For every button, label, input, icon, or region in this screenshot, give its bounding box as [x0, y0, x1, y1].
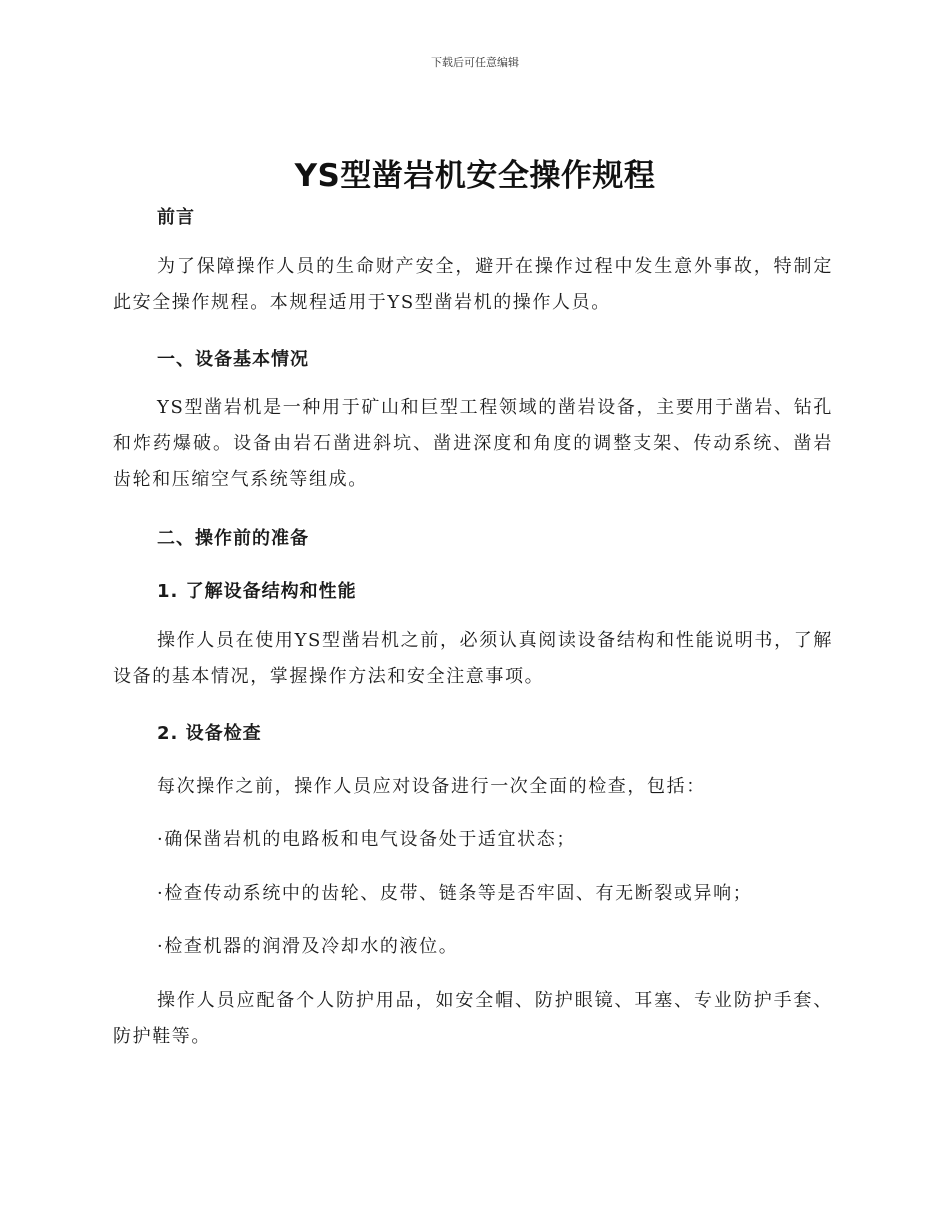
section-2-2-paragraph: 操作人员应配备个人防护用品，如安全帽、防护眼镜、耳塞、专业防护手套、防护鞋等。	[113, 990, 833, 1047]
list-item: ·确保凿岩机的电路板和电气设备处于适宜状态；	[157, 829, 576, 850]
section-2-heading: 二、操作前的准备	[157, 528, 309, 549]
section-2-1-heading: 1. 了解设备结构和性能	[157, 581, 357, 602]
preface-heading: 前言	[157, 207, 195, 228]
section-2-2-heading: 2. 设备检查	[157, 723, 262, 744]
list-item: ·检查机器的润滑及冷却水的液位。	[157, 936, 459, 957]
section-2-2-intro: 每次操作之前，操作人员应对设备进行一次全面的检查，包括：	[157, 776, 706, 797]
list-item: ·检查传动系统中的齿轮、皮带、链条等是否牢固、有无断裂或异响；	[157, 883, 753, 904]
preface-paragraph: 为了保障操作人员的生命财产安全，避开在操作过程中发生意外事故，特制定此安全操作规程。本规程适用于YS型凿岩机的操作人员。	[113, 256, 833, 313]
section-1-heading: 一、设备基本情况	[157, 349, 309, 370]
header-note: 下载后可任意编辑	[431, 56, 519, 69]
section-1-paragraph: YS型凿岩机是一种用于矿山和巨型工程领域的凿岩设备，主要用于凿岩、钻孔和炸药爆破。设备由岩石凿进斜坑、凿进深度和角度的调整支架、传动系统、凿岩齿轮和压缩空气系统等组成。	[113, 397, 833, 490]
document-title: YS型凿岩机安全操作规程	[294, 158, 656, 194]
section-2-1-paragraph: 操作人员在使用YS型凿岩机之前，必须认真阅读设备结构和性能说明书，了解设备的基本情况，掌握操作方法和安全注意事项。	[113, 630, 833, 687]
